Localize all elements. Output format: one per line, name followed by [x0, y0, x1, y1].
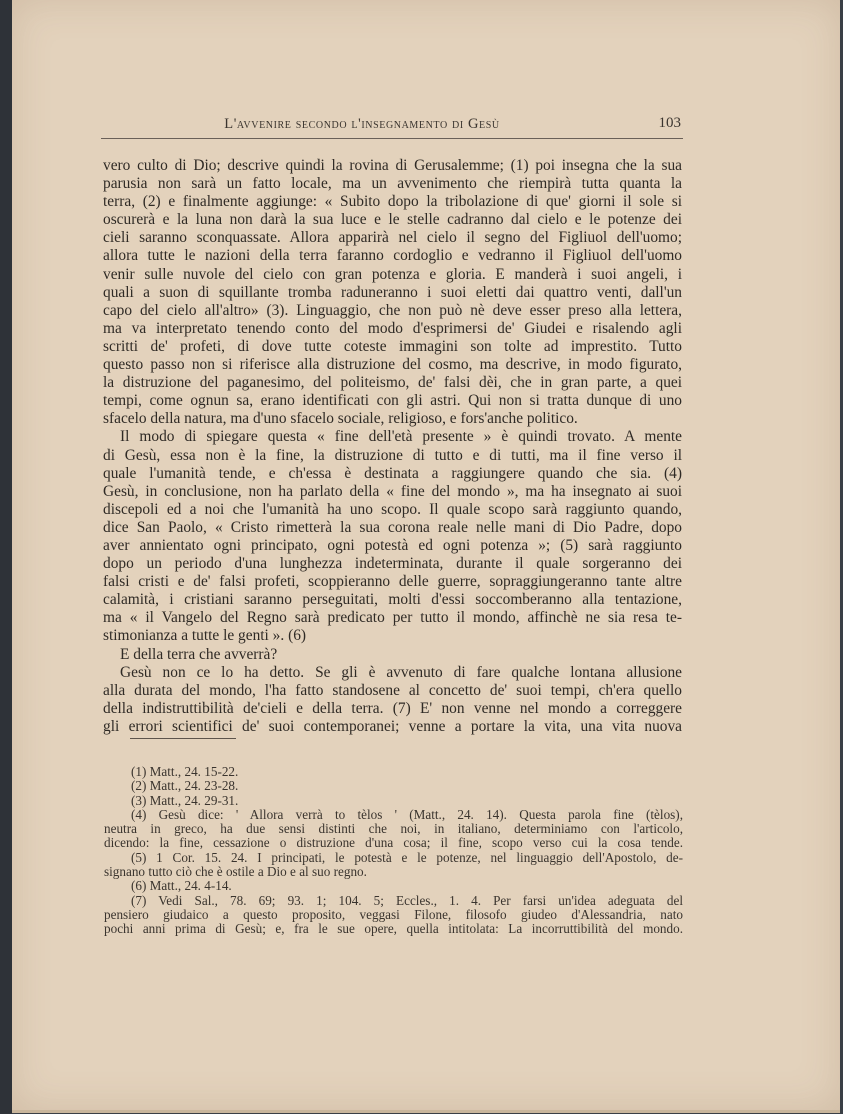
- text-line: discepoli ed a noi che l'umanità ha uno scopo. Il quale scopo sarà raggiunto quando,: [103, 500, 682, 518]
- scan-background: [0, 0, 12, 1114]
- footnote-line: (1) Matt., 24. 15-22.: [131, 765, 239, 779]
- text-line: calamità, i cristiani saranno perseguitati, molti d'essi soccomberanno alla tentazione,: [103, 591, 682, 609]
- running-title: L'avvenire secondo l'insegnamento di Gesù: [224, 116, 500, 132]
- text-line: alla durata del mondo, l'ha fatto standosene al concetto de' suoi tempi, ch'era quello: [103, 681, 682, 699]
- body-text: [103, 157, 682, 736]
- text-line: dice San Paolo, « Cristo rimetterà la sua corona reale nelle mani di Dio Padre, dopo: [103, 518, 682, 536]
- text-line: falsi cristi e de' falsi profeti, scoppieranno delle guerre, sopraggiungeranno tante altre: [103, 573, 682, 591]
- text-line: aver annientato ogni principato, ogni potestà ed ogni potenza »; (5) sarà raggiunto: [103, 536, 682, 554]
- footnote-line: (5) 1 Cor. 15. 24. I principati, le potestà e le potenze, nel linguaggio dell'Apostolo, de-: [131, 850, 683, 865]
- text-line: quali a suon di squillante tromba raduneranno i suoi eletti dai quattro venti, dall'un: [103, 283, 682, 301]
- footnote-line: (6) Matt., 24. 4-14.: [131, 879, 232, 894]
- footnote-line: dicendo: la fine, cessazione o distruzione d'una cosa; il fine, scopo verso cui la cosa tende.: [104, 836, 683, 851]
- text-line: cieli saranno sconquassate. Allora apparirà nel cielo il segno del Figliuol dell'uomo;: [103, 229, 682, 247]
- footnote-line: (4) Gesù dice: ' Allora verrà to tèlos ' (Matt., 24. 14). Questa parola fine (tèlos),: [131, 807, 683, 822]
- footnote-line: (2) Matt., 24. 23-28.: [131, 779, 239, 794]
- footnote-line: (3) Matt., 24. 29-31.: [131, 793, 239, 808]
- text-line: vero culto di Dio; descrive quindi la rovina di Gerusalemme; (1) poi insegna che la sua: [103, 157, 682, 174]
- text-line: ma « il Vangelo del Regno sarà predicato per tutto il mondo, affinchè ne sia resa te-: [103, 609, 682, 627]
- footnote-separator: [130, 738, 236, 739]
- text-line: terra, (2) e finalmente aggiunge: « Subito dopo la tribolazione di que' giorni il sole si: [103, 193, 682, 211]
- text-line: allora tutte le nazioni della terra faranno cordoglio e vedranno il Figliuol dell'uomo: [103, 247, 682, 265]
- text-line: oscurerà e la luna non darà la sua luce e le stelle cadranno dal cielo e le potenze dei: [103, 211, 682, 229]
- text-line: gli errori scientifici de' suoi contemporanei; venne a portare la vita, una vita nuova: [103, 717, 682, 735]
- text-line: E della terra che avverrà?: [120, 645, 278, 663]
- text-line: Gesù, in conclusione, non ha parlato della « fine del mondo », ma ha insegnato ai suoi: [103, 482, 682, 500]
- text-line: Il modo di spiegare questa « fine dell'età presente » è quindi trovato. A mente: [120, 428, 682, 446]
- text-line: Gesù non ce lo ha detto. Se gli è avvenuto di fare qualche lontana allusione: [120, 663, 682, 681]
- text-line: della indistruttibilità de'cieli e della terra. (7) E' non venne nel mondo a correggere: [103, 699, 682, 717]
- page-number: 103: [658, 115, 681, 131]
- footnote-line: (7) Vedi Sal., 78. 69; 93. 1; 104. 5; Eccles., 1. 4. Per farsi un'idea adeguata del: [131, 893, 683, 908]
- text-line: scritti de' profeti, di dove tutte coteste immagini son tolte ad imprestito. Tutto: [103, 337, 682, 355]
- text-line: sfacelo della natura, ma d'uno sfacelo sociale, religioso, e fors'anche politico.: [103, 410, 578, 428]
- text-line: parusia non sarà un fatto locale, ma un avvenimento che riempirà tutta quanta la: [103, 175, 682, 193]
- text-line: questo passo non si riferisce alla distruzione del cosmo, ma descrive, in modo figurato,: [103, 356, 682, 374]
- text-line: la distruzione del paganesimo, del politeismo, de' falsi dèi, che in gran parte, a quei: [103, 374, 682, 392]
- text-line: dopo un periodo d'una lunghezza indeterminata, durante il quale sorgeranno dei: [103, 555, 682, 573]
- footnote-line: neutra in greco, ha due sensi distinti che noi, in italiano, determiniamo con l'articolo,: [104, 822, 683, 837]
- text-line: di Gesù, essa non è la fine, la distruzione di tutto e di tutti, ma il fine verso il: [103, 446, 682, 464]
- text-line: quale l'umanità tende, e ch'essa è destinata a raggiungere quando che sia. (4): [103, 464, 682, 482]
- footnote-line: pochi anni prima di Gesù; e, fra le sue opere, quella intitolata: La incorruttibilità del mondo.: [104, 922, 683, 937]
- footnotes: [104, 765, 683, 937]
- text-line: stimonianza a tutte le genti ». (6): [103, 627, 307, 645]
- text-line: ma va interpretato tenendo conto del modo d'esprimersi de' Giudei e risalendo agli: [103, 319, 682, 337]
- footnote-line: pensiero giudaico a questo proposito, veggasi Filone, filosofo giudeo d'Alessandria, nato: [104, 907, 683, 922]
- text-line: capo del cielo all'altro» (3). Linguaggio, che non può nè deve esser preso alla lettera,: [103, 301, 682, 319]
- footnote-line: signano tutto ciò che è ostile a Dio e al suo regno.: [104, 865, 367, 880]
- text-line: tempi, come ognun sa, erano identificati con gli astri. Qui non si tratta dunque di uno: [103, 392, 682, 410]
- page-header: [101, 114, 683, 139]
- text-line: venir sulle nuvole del cielo con gran potenza e gloria. E manderà i suoi angeli, i: [103, 265, 682, 283]
